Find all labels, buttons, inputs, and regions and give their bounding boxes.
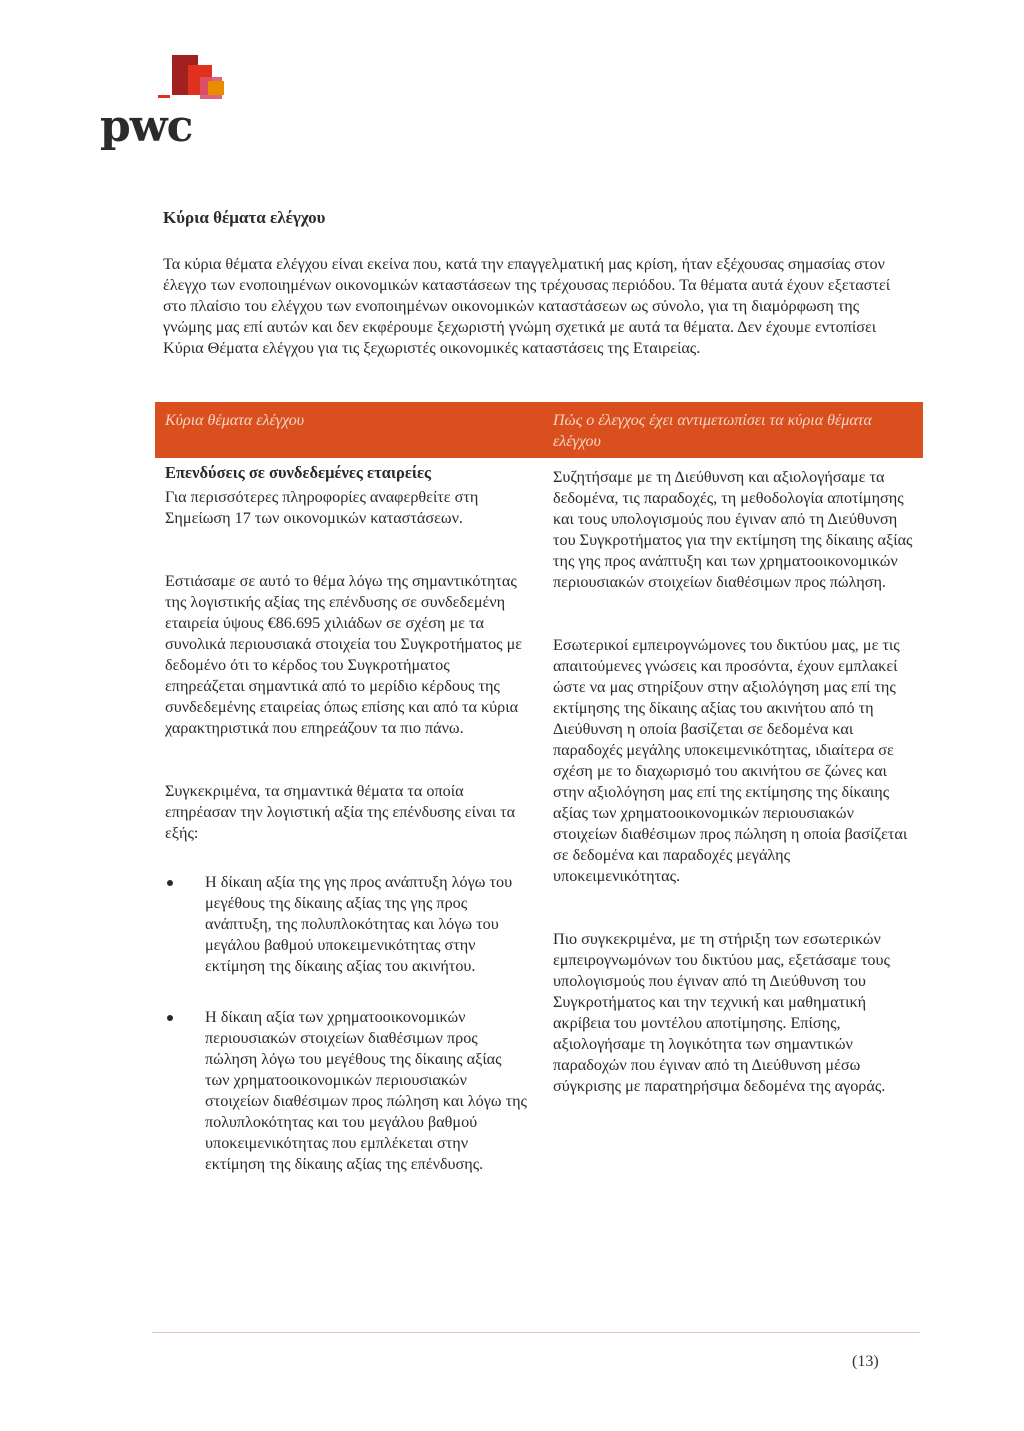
bullet-icon [167, 880, 173, 886]
pwc-logo [100, 55, 230, 155]
page-number: (13) [852, 1353, 879, 1370]
left-column [165, 462, 530, 1205]
table-header-col2: Πώς ο έλεγχος έχει αντιμετωπίσει τα κύρια θέματα ελέγχου [553, 412, 872, 450]
footer-divider [152, 1332, 920, 1333]
bullet-icon [167, 1015, 173, 1021]
right-paragraph-1: Συζητήσαμε με τη Διεύθυνση και αξιολογήσαμε τα δεδομένα, τις παραδοχές, τη μεθοδολογία αποτίμησης και τους υπολογισμούς που έγιναν από τη Διεύθυνση του Συγκροτήματος για την εκτίμηση της δίκαιης αξίας της γης προς ανάπτυξη και των χρηματοοικονομικών περιουσιακών στοιχείων διαθέσιμων προς πώληση. [553, 468, 913, 591]
left-paragraph-2: Εστιάσαμε σε αυτό το θέμα λόγω της σημαντικότητας της λογιστικής αξίας της επένδυσης σε συνδεδεμένη εταιρεία ύψους €86.695 χιλιάδων σε σχέση με τα συνολικά περιουσιακά στοιχεία του Συγκροτήματος με δεδομένο ότι το κέρδος του Συγκροτήματος επηρεάζεται σημαντικά από το μερίδιο κέρδους της συνδεδεμένης εταιρείας όπως επίσης και από τα κύρια χαρακτηριστικά που επηρεάζουν τα πιο πάνω. [165, 572, 523, 737]
table-header-col1: Κύρια θέματα ελέγχου [165, 412, 305, 429]
left-bullet-list [165, 872, 530, 1175]
section-heading: Κύρια θέματα ελέγχου [163, 208, 326, 227]
intro-paragraph: Τα κύρια θέματα ελέγχου είναι εκείνα που, κατά την επαγγελματική μας κρίση, ήταν εξέχουσας σημασίας στον έλεγχο των ενοποιημένων οικονομικών καταστάσεων της τρέχουσας περιόδου. Τα θέματα αυτά έχουν εξεταστεί στο πλαίσιο του ελέγχου των ενοποιημένων οικονομικών καταστάσεων ως σύνολο, για τη διαμόρφωση της γνώμης μας επί αυτών και δεν εκφέρουμε ξεχωριστή γνώμη σχετικά με αυτά τα θέματα. Δεν έχουμε εντοπίσει Κύρια Θέματα ελέγχου για τις ξεχωριστές οικονομικές καταστάσεις της Εταιρείας. [163, 255, 891, 357]
table-header [155, 402, 923, 458]
right-column [553, 467, 918, 1097]
logo-block-amber [208, 81, 224, 95]
left-paragraph-3: Συγκεκριμένα, τα σημαντικά θέματα τα οποία επηρέασαν την λογιστική αξία της επένδυσης είναι τα εξής: [165, 782, 516, 842]
investment-title: Επενδύσεις σε συνδεδεμένες εταιρείες [165, 463, 432, 482]
logo-text: pwc [100, 101, 193, 152]
logo-dash [158, 95, 170, 98]
right-paragraph-2: Εσωτερικοί εμπειρογνώμονες του δικτύου μας, με τις απαιτούμενες γνώσεις και προσόντα, έχουν εμπλακεί ώστε να μας στηρίξουν στην αξιολόγηση μας επί της εκτίμησης της δίκαιης αξίας του ακινήτου από τη Διεύθυνση η οποία βασίζεται σε δεδομένα και παραδοχές μεγάλης υποκειμενικότητας, ιδιαίτερα σε σχέση με το διαχωρισμό του ακινήτου σε ζώνες και στην αξιολόγηση μας επί της εκτίμησης της δίκαιης αξίας των χρηματοοικονομικών περιουσιακών στοιχείων διαθέσιμων προς πώληση η οποία βασίζεται σε δεδομένα και παραδοχές μεγάλης υποκειμενικότητας. [553, 636, 908, 885]
list-item: Η δίκαιη αξία της γης προς ανάπτυξη λόγω του μεγέθους της δίκαιης αξίας της γης προς ανάπτυξη, της πολυπλοκότητας και λόγω του μεγάλου βαθμού υποκειμενικότητας στην εκτίμηση της δίκαιης αξίας του ακινήτου. [165, 872, 530, 977]
list-item: Η δίκαιη αξία των χρηματοοικονομικών περιουσιακών στοιχείων διαθέσιμων προς πώληση λόγω του μεγέθους της δίκαιης αξίας των χρηματοοικονομικών περιουσιακών στοιχείων διαθέσιμων προς πώληση και λόγω της πολυπλοκότητας και του μεγάλου βαθμού υποκειμενικότητας που εμπλέκεται στην εκτίμηση της δίκαιης αξίας της επένδυσης. [165, 1007, 530, 1175]
right-paragraph-3: Πιο συγκεκριμένα, με τη στήριξη των εσωτερικών εμπειρογνωμόνων του δικτύου μας, εξετάσαμε τους υπολογισμούς που έγιναν από τη Διεύθυνση του Συγκροτήματος και την τεχνική και μαθηματική ακρίβεια του μοντέλου αποτίμησης. Επίσης, αξιολογήσαμε τη λογικότητα των σημαντικών παραδοχών που έγιναν από τη Διεύθυνση μέσω σύγκρισης με παρατηρήσιμα δεδομένα της αγοράς. [553, 930, 890, 1095]
left-paragraph-1: Για περισσότερες πληροφορίες αναφερθείτε στη Σημείωση 17 των οικονομικών καταστάσεων. [165, 488, 479, 527]
